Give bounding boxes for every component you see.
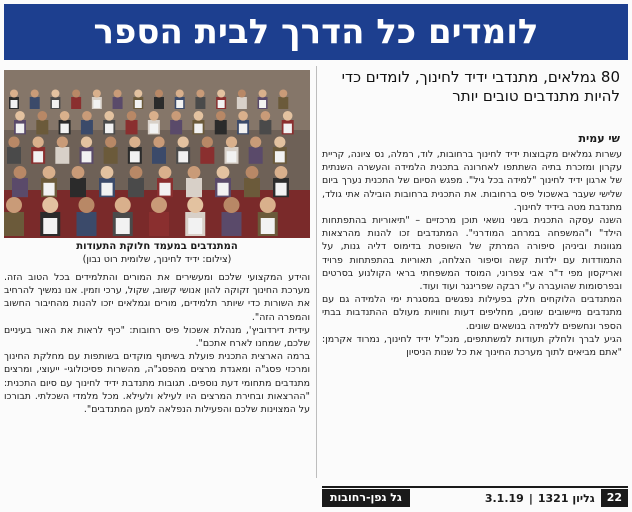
audience-person-head bbox=[101, 166, 114, 179]
audience-person-head bbox=[8, 137, 19, 148]
audience-person-body bbox=[215, 120, 227, 134]
audience-person-body bbox=[149, 212, 169, 236]
audience-person-body bbox=[244, 178, 260, 197]
audience-person-body bbox=[249, 147, 263, 164]
audience-person-body bbox=[128, 178, 144, 197]
audience-person-body bbox=[7, 147, 21, 164]
audience-person-head bbox=[33, 137, 44, 148]
audience-person-head bbox=[188, 166, 201, 179]
page-number: 22 bbox=[601, 489, 628, 507]
audience-person-head bbox=[238, 90, 246, 98]
audience-person-head bbox=[217, 90, 225, 98]
audience-person-body bbox=[71, 97, 81, 109]
paragraph: ברמה הארצית התכנית פועלת בשיתוף מוקדים בשותפות עם מחלקת החינוך ומרכזי פסג"ה ומאגדת מרצים מהפסג"ה, מהשרות פסיכולוגי- ייעוצי, ומרצים מתנדבים מתחומי דעת נוספים. תגובות מתנדבת ידיד לחינוך עם סיום התכנית: "ההרצאות ובחירת המרצים היו לעילא ולעילא. מכל מלמדי השכלתי. תבורכו על המצוינות שלכם והפעילות הנפלאה למען המתנדבים". bbox=[4, 351, 310, 416]
issue-date: 3.1.19 bbox=[484, 491, 524, 505]
audience-person-head bbox=[238, 111, 248, 121]
audience-person-body bbox=[278, 97, 288, 109]
audience-person-body bbox=[12, 178, 28, 197]
audience-person-body bbox=[152, 147, 166, 164]
audience-person-head bbox=[43, 166, 56, 179]
audience-person-head bbox=[246, 166, 259, 179]
audience-person-body bbox=[113, 97, 123, 109]
certificate-paper bbox=[11, 100, 18, 108]
paragraph: הגיע לברך ולחלק תעודות למשתתפים, מנכ"ל ידיד לחינוך, נמרוד אקרמן: "אתם מביאים לתוך מערכת החינוך את כל שנות הניסיון bbox=[322, 333, 622, 359]
certificate-paper bbox=[150, 124, 158, 134]
audience-person-body bbox=[104, 147, 118, 164]
audience-person-head bbox=[216, 111, 226, 121]
certificate-paper bbox=[176, 100, 183, 108]
certificate-paper bbox=[135, 100, 142, 108]
footer-separator: | bbox=[528, 491, 533, 505]
audience-person-head bbox=[176, 90, 184, 98]
audience-person-head bbox=[202, 137, 213, 148]
audience-person-body bbox=[170, 120, 182, 134]
audience-person-head bbox=[217, 166, 230, 179]
audience-person-head bbox=[224, 197, 240, 213]
caption-credit: (צילום: ידיד לחינוך, שלומית רוט נבון) bbox=[82, 254, 232, 265]
audience-person-head bbox=[81, 137, 92, 148]
audience-person-head bbox=[153, 137, 164, 148]
paragraph: והידע המקצועי שלכם ומעשירים את המורים והתלמידים בכל הטוב הזה. מערכת החינוך זקוקה להון אנושי קשוב, שקול, ערכי וזמין. אנו נמשיך להרחיב את השורות כדי שיותר תלמידים, מורים וגמלאים יזכו להנות מהחיבור החשוב והמפרה הזה". bbox=[4, 272, 310, 323]
paragraph: עידית דירדוביץ', מנהלת אשכול פיס רחובות: "כיף לראות את האור בעיניים שלכם, שמחנו לארח אתכם". bbox=[4, 324, 310, 350]
certificate-paper bbox=[194, 124, 202, 134]
audience-person-head bbox=[104, 111, 114, 121]
audience-person-head bbox=[130, 166, 143, 179]
certificate-paper bbox=[275, 183, 286, 196]
audience-person-head bbox=[93, 90, 101, 98]
audience-person-head bbox=[15, 111, 25, 121]
audience-person-body bbox=[70, 178, 86, 197]
audience-person-head bbox=[51, 90, 59, 98]
column-divider bbox=[316, 66, 317, 478]
audience-person-body bbox=[30, 97, 40, 109]
audience-person-body bbox=[195, 97, 205, 109]
audience-person-head bbox=[79, 197, 95, 213]
certificate-paper bbox=[130, 151, 140, 162]
audience-person-head bbox=[134, 90, 142, 98]
audience-person-head bbox=[194, 111, 204, 121]
audience-person-head bbox=[274, 137, 285, 148]
newspaper-name: גל גפן-רחובות bbox=[322, 489, 410, 507]
issue-number: גליון 1321 bbox=[537, 491, 595, 505]
certificate-paper bbox=[43, 218, 57, 234]
certificate-paper bbox=[101, 183, 112, 196]
audience-person-body bbox=[55, 147, 69, 164]
audience-person-body bbox=[186, 178, 202, 197]
audience-person-body bbox=[77, 212, 97, 236]
certificate-paper bbox=[105, 124, 113, 134]
audience-person-head bbox=[155, 90, 163, 98]
audience-person-head bbox=[159, 166, 172, 179]
audience-person-body bbox=[36, 120, 48, 134]
audience-person-head bbox=[127, 111, 137, 121]
audience-person-head bbox=[171, 111, 181, 121]
certificate-paper bbox=[218, 100, 225, 108]
certificate-paper bbox=[261, 218, 275, 234]
audience-person-head bbox=[187, 197, 203, 213]
audience-person-head bbox=[226, 137, 237, 148]
page-footer bbox=[322, 486, 628, 508]
subheading: 80 גמלאים, מתנדבי ידיד לחינוך, לומדים כדי להיות מתנדבים טובים יותר bbox=[341, 68, 620, 105]
audience-person-body bbox=[81, 120, 93, 134]
certificate-paper bbox=[259, 100, 266, 108]
audience-person-head bbox=[196, 90, 204, 98]
audience-person-head bbox=[42, 197, 58, 213]
audience-person-head bbox=[38, 111, 48, 121]
audience-person-head bbox=[260, 197, 276, 213]
audience-person-head bbox=[149, 111, 159, 121]
certificate-paper bbox=[116, 218, 130, 234]
audience-person-head bbox=[151, 197, 167, 213]
audience-person-head bbox=[279, 90, 287, 98]
certificate-paper bbox=[178, 151, 188, 162]
audience-person-head bbox=[72, 90, 80, 98]
body-column-left bbox=[4, 271, 310, 471]
audience-person-body bbox=[222, 212, 242, 236]
headline: לומדים כל הדרך לבית הספר bbox=[93, 12, 539, 52]
audience-person-head bbox=[60, 111, 70, 121]
audience-person-head bbox=[129, 137, 140, 148]
certificate-paper bbox=[239, 124, 247, 134]
audience-person-body bbox=[259, 120, 271, 134]
certificate-paper bbox=[188, 218, 202, 234]
certificate-paper bbox=[16, 124, 24, 134]
headline-bar bbox=[4, 4, 628, 60]
certificate-paper bbox=[227, 151, 237, 162]
certificate-paper bbox=[159, 183, 170, 196]
paragraph: עשרות גמלאים מקבוצות ידיד לחינוך ברחובות, לוד, רמלה, נס ציונה, קריית עקרון ומזכרת בתיה השתתפו לאחרונה בתכנית הלמידה והעשרה השנתית של ארגון ידיד לחינוך "למידה בכל גיל". מפגש הסיום של התכנית נערך ביום שלישי שעבר באשכול פיס ברחובות. את התכנית ברחובות הובילה אתי גולד, מתנדבת מטה בידיד לחינוך. bbox=[322, 149, 622, 213]
audience-person-head bbox=[105, 137, 116, 148]
certificate-paper bbox=[93, 100, 100, 108]
audience-person-head bbox=[250, 137, 261, 148]
audience-person-body bbox=[200, 147, 214, 164]
certificate-paper bbox=[82, 151, 92, 162]
audience-person-head bbox=[72, 166, 85, 179]
byline: שי עמית bbox=[578, 132, 620, 145]
audience-person-head bbox=[114, 90, 122, 98]
audience-person-body bbox=[126, 120, 138, 134]
article-photo bbox=[4, 70, 310, 238]
certificate-paper bbox=[217, 183, 228, 196]
audience-person-body bbox=[237, 97, 247, 109]
audience-person-head bbox=[178, 137, 189, 148]
audience-person-head bbox=[283, 111, 293, 121]
audience-person-head bbox=[82, 111, 92, 121]
audience-photo-image bbox=[4, 70, 310, 238]
paragraph: השנה עסקה התכנית בשני נושאי תוכן מרכזיים – "תיאוריות בהתפתחות הילד" ו"המשפחה במרחב המודרני". המתנדבים זכו להנות מהרצאות מגוונות וביניהן סיפורה המרתק של השופטת בדימוס דליה גנות, על התמודדות עם ילדות קשה וסיפור הצלחה, תאוריות בהתפתחות פרויד ואריקסון מפי ד"ר אבי צפרוני, המוסד המשפחתי בראי הקולנוע בסרטים ובפרסומות שהועברה ע"י רבקה שפרינגר ועוד ועוד. bbox=[322, 215, 622, 293]
certificate-paper bbox=[52, 100, 59, 108]
certificate-paper bbox=[60, 124, 68, 134]
certificate-paper bbox=[33, 151, 43, 162]
audience-person-head bbox=[6, 197, 22, 213]
audience-person-body bbox=[154, 97, 164, 109]
audience-person-head bbox=[259, 90, 267, 98]
audience-person-head bbox=[31, 90, 39, 98]
audience-person-head bbox=[275, 166, 288, 179]
body-column-right bbox=[322, 148, 622, 478]
audience-person-head bbox=[261, 111, 271, 121]
audience-person-head bbox=[57, 137, 68, 148]
certificate-paper bbox=[275, 151, 285, 162]
audience-person-head bbox=[10, 90, 18, 98]
certificate-paper bbox=[283, 124, 291, 134]
audience-person-body bbox=[4, 212, 24, 236]
audience-person-head bbox=[14, 166, 27, 179]
certificate-paper bbox=[43, 183, 54, 196]
caption-title: המתנדבים במעמד חלוקת התעודות bbox=[76, 241, 238, 252]
audience-person-head bbox=[115, 197, 131, 213]
paragraph: המתנדבים הלוקחים חלק בפעילות נפגשים במסגרת ימי הלמידה גם עם מתנדבים מיישובים שונים, מחליפים דעות וחוויות מעולם ההתנדבות בבתי הספר ונחשפים ללמידה בנושאים שונים. bbox=[322, 294, 622, 332]
photo-caption bbox=[4, 240, 310, 270]
